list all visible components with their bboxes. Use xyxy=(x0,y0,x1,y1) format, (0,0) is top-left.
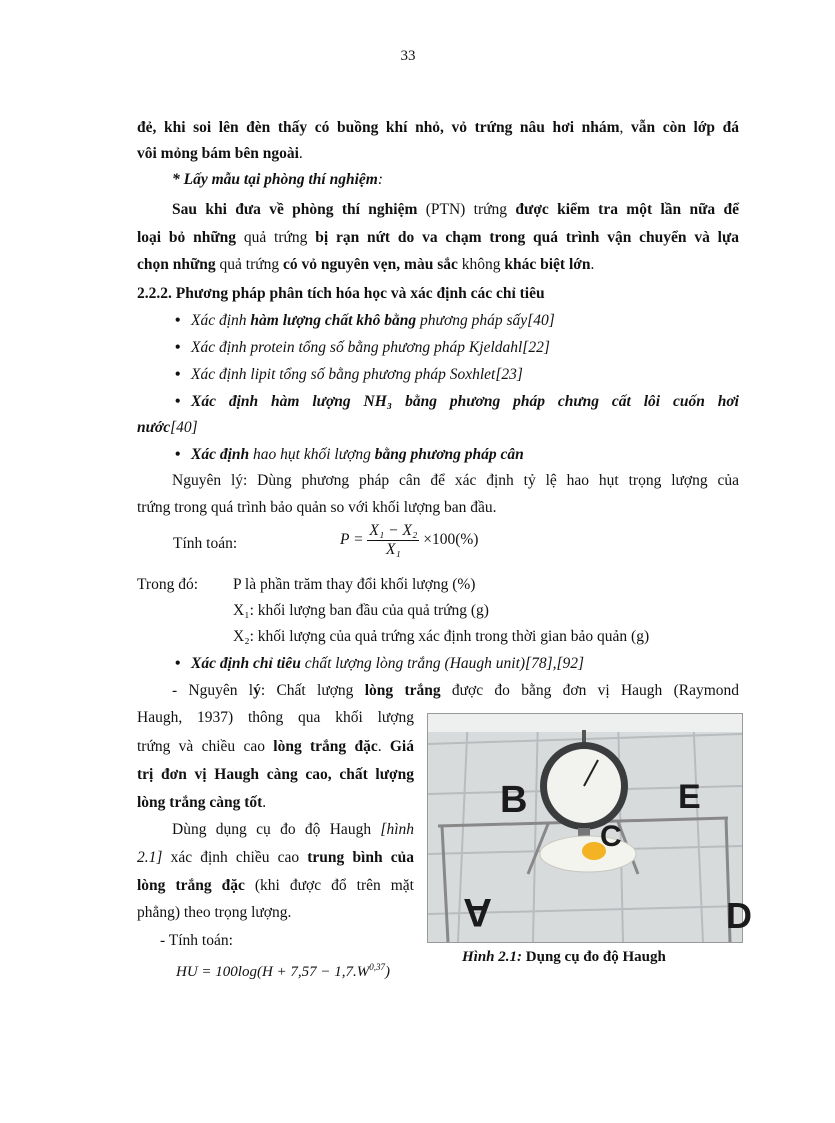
text-run: , xyxy=(619,119,631,136)
text-run: lòng trắng càng tốt xyxy=(137,794,263,811)
text-run: Xác định chỉ tiêu xyxy=(191,655,305,672)
caption-text: Dụng cụ đo độ Haugh xyxy=(522,949,666,965)
haugh-gauge-illustration xyxy=(428,714,752,942)
text-run: lòng trắng xyxy=(364,682,452,699)
bullet-protein xyxy=(175,338,550,358)
text-run: : Chất lượng xyxy=(260,682,365,699)
text-run: không xyxy=(461,256,505,273)
text-run: phẳng) theo trọng lượng. xyxy=(137,904,292,921)
principle-line2: trứng trong quá trình bảo quản so với khối lượng ban đầu. xyxy=(137,499,497,516)
sampling-heading-colon: : xyxy=(377,171,384,188)
text-run: . xyxy=(377,738,390,755)
photo-letter-a: A xyxy=(463,890,492,934)
where-line2: X₁: khối lượng ban đầu của quả trứng (g) xyxy=(233,602,489,619)
text-run: loại bỏ những xyxy=(137,229,244,246)
text-run: vôi mỏng bám bên ngoài xyxy=(137,145,299,162)
text-run: Xác định xyxy=(191,446,254,463)
text-run: đẻ, khi soi lên đèn thấy có buồng khí nhỏ, vỏ trứng nâu hơi nhám xyxy=(137,119,620,136)
text-run: lòng trắng đặc xyxy=(137,877,255,894)
text-run: Sau khi đưa về phòng thí nghiệm xyxy=(172,201,426,218)
formula-lhs: P = xyxy=(340,531,364,549)
haugh-line2 xyxy=(137,708,414,728)
text-run: Xác định hàm lượng NH₃ bằng phương pháp chưng cất lôi cuốn hơi xyxy=(191,393,739,410)
text-run: ý xyxy=(253,682,261,699)
photo-letter-d: D xyxy=(726,895,752,936)
bullet-haugh xyxy=(175,654,584,674)
text-run: trị đơn vị Haugh càng cao, chất lượng xyxy=(137,766,414,783)
text-run: được kiểm tra một lần nữa để xyxy=(515,201,739,218)
text-run: Xác định protein tổng số bằng phương pháp Kjeldahl[22] xyxy=(191,339,550,356)
photo-letter-b: B xyxy=(500,779,528,821)
text-run: quả trứng xyxy=(243,229,316,246)
where-label: Trong đó: xyxy=(137,576,199,593)
principle-line1: Nguyên lý: Dùng phương pháp cân để xác định tỷ lệ hao hụt trọng lượng của xyxy=(172,472,739,489)
section-heading: 2.2.2. Phương pháp phân tích hóa học và xác định các chỉ tiêu xyxy=(137,285,545,302)
bullet-weight-loss xyxy=(175,445,524,465)
formula-hu-close: ) xyxy=(385,964,391,980)
text-run: (PTN) trứng xyxy=(425,201,516,218)
haugh-gauge-photo xyxy=(427,713,752,943)
text-run: bị rạn nứt do va chạm trong quá trình vận chuyển và lựa xyxy=(315,229,739,246)
text-run: Dùng dụng cụ đo độ Haugh xyxy=(172,821,381,838)
formula-weight-loss xyxy=(340,522,478,559)
calc-label: Tính toán: xyxy=(173,535,238,552)
text-run: (khi được đổ trên mặt xyxy=(254,877,414,894)
text-run: lòng trắng đặc xyxy=(273,738,378,755)
figure-caption xyxy=(462,949,666,966)
haugh-line1 xyxy=(172,681,739,701)
formula-denominator: X₁ xyxy=(385,541,401,558)
text-run: có vỏ nguyên vẹn, màu sắc xyxy=(283,256,462,273)
para1-line1 xyxy=(137,118,739,138)
haugh-line3 xyxy=(137,737,414,757)
text-run: hao hụt khối lượng xyxy=(253,446,375,463)
formula-numerator: X₁ − X₂ xyxy=(369,522,418,539)
text-run: Xác định xyxy=(191,312,251,329)
formula-rhs: ×100(%) xyxy=(423,531,479,549)
para2-line1 xyxy=(172,200,739,220)
text-run: chất lượng lòng trắng (Haugh unit)[78],[92] xyxy=(304,655,585,672)
text-run: phương pháp sấy[40] xyxy=(420,312,555,329)
formula-hu-exponent: 0,37 xyxy=(369,962,386,972)
text-run: - Tính toán: xyxy=(160,932,233,949)
bullet-nh3-cont xyxy=(137,418,739,438)
text-run: trứng và chiều cao xyxy=(137,738,274,755)
para1-line2 xyxy=(137,144,739,164)
text-run: bằng phương pháp cân xyxy=(374,446,524,463)
para2-line2 xyxy=(137,228,739,248)
text-run: . xyxy=(590,256,595,273)
text-run: chọn những xyxy=(137,256,220,273)
photo-letter-e: E xyxy=(678,778,701,816)
bullet-dry-matter xyxy=(175,311,555,331)
sampling-heading-text: * Lấy mẫu tại phòng thí nghiệm xyxy=(172,171,378,188)
photo-letter-c: C xyxy=(600,820,622,853)
text-run: hàm lượng chất khô bằng xyxy=(250,312,421,329)
text-run: quả trứng xyxy=(219,256,284,273)
formula-hu-main: HU = 100log(H + 7,57 − 1,7.W xyxy=(176,964,370,980)
text-run: khác biệt lớn xyxy=(504,256,591,273)
bullet-nh3 xyxy=(175,392,739,412)
haugh-line6 xyxy=(172,820,414,840)
text-run: nước xyxy=(137,419,171,436)
text-run: xác định chiều cao xyxy=(170,849,308,866)
text-run: được đo bằng đơn vị Haugh (Raymond xyxy=(451,682,739,699)
text-run: 2.1] xyxy=(137,849,171,866)
para2-line3 xyxy=(137,255,739,275)
text-run: Xác định lipit tổng số bằng phương pháp Soxhlet[23] xyxy=(191,366,523,383)
where-line3: X₂: khối lượng của quả trứng xác định trong thời gian bảo quản (g) xyxy=(233,628,650,645)
formula-haugh-unit xyxy=(176,962,390,981)
text-run: . xyxy=(298,145,303,162)
haugh-line8 xyxy=(137,876,414,896)
text-run: Giá xyxy=(389,738,414,755)
text-run: [hình xyxy=(380,821,414,838)
text-run: - Nguyên l xyxy=(172,682,254,699)
where-line1: P là phần trăm thay đổi khối lượng (%) xyxy=(233,576,476,593)
text-run: vẫn còn lớp đá xyxy=(630,119,740,136)
sampling-heading xyxy=(172,170,774,190)
formula-fraction xyxy=(367,522,419,559)
text-run: [40] xyxy=(170,419,198,436)
text-run: . xyxy=(262,794,267,811)
text-run: Haugh, 1937) thông qua khối lượng xyxy=(137,709,414,726)
haugh-line7 xyxy=(137,848,414,868)
caption-label: Hình 2.1: xyxy=(462,949,523,965)
bullet-lipid xyxy=(175,365,523,385)
page-number: 33 xyxy=(400,48,416,64)
haugh-line4 xyxy=(137,765,414,785)
text-run: trung bình của xyxy=(307,849,414,866)
